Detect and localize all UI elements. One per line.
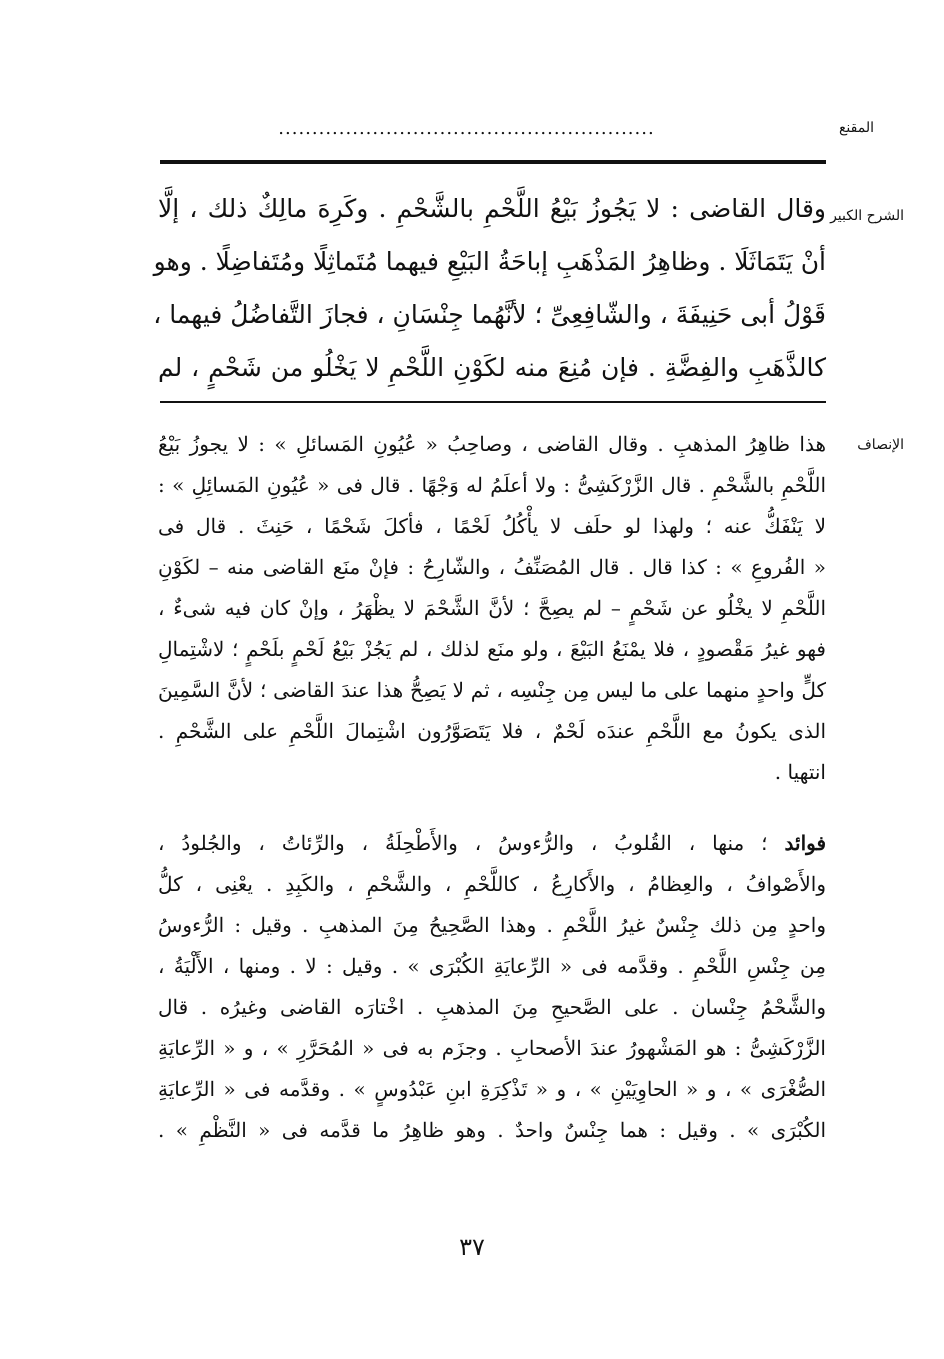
insaf-line: انتهيا .	[774, 760, 826, 784]
insaf-line: الذى يكونُ مع اللَّحْمِ عندَه لَحْمٌ ، فلا يَتَصَوَّرُون اشْتِمالَ اللَّحْمِ على الشَّحْمِ .	[158, 719, 826, 743]
insaf-line: اللَّحْمِ بالشَّحْمِ . قال الزَّرْكَشِىُّ : ولا أعلَمُ له وَجْهًا . قال فى « عُيُونِ المَسائِلِ » :	[158, 473, 826, 497]
insaf-line: كلٍّ واحدٍ منهما على ما ليس مِن جِنْسِه ، ثم لا يَصِحُّ هذا عندَ القاضى ؛ لأنَّ السَّمِينَ	[158, 678, 826, 702]
sharh-line: أنْ يَتَمَاثَلَا . وظاهِرُ المَذْهَبِ إباحَةُ البَيْعِ فيهما مُتَماثِلًا ومُتَفاضِلًا . وهو	[153, 247, 826, 276]
side-label-sharh: الشرح الكبير	[830, 208, 904, 224]
insaf-text-block	[158, 424, 826, 1151]
insaf-line: فهو غيرُ مَقْصودٍ ، فلا يمْنَعُ البَيْعَ ، ولو منَع لذلك ، لم يَجُزْ بَيْعُ لَحْمٍ بلَحْمٍ ؛ لاشْتِمالِ	[158, 637, 826, 661]
fawaid-heading: فوائد	[784, 831, 827, 855]
running-title: المقنع	[838, 120, 874, 136]
sharh-text-block	[153, 182, 826, 394]
sharh-line: كالذَّهَبِ والفِضَّةِ . فإن مُنِعَ منه لكَوْنِ اللَّحْمِ لا يَخْلُو من شَحْمٍ ، لم	[158, 353, 826, 382]
insaf-line: والشَّحْمُ جِنْسان . على الصَّحيحِ مِنَ المذهبِ . اخْتارَه القاضى وغيرُه . قال	[158, 995, 826, 1019]
insaf-line: الكُبْرَى » . وقيل : هما جِنْسٌ واحدٌ . وهو ظاهِرُ ما قدَّمه فى « النَّظْمِ » .	[158, 1118, 826, 1142]
page-number: ٣٧	[459, 1233, 485, 1261]
paragraph-gap	[158, 793, 826, 823]
running-head	[70, 118, 874, 148]
sharh-line: قَوْلُ أبى حَنِيفَةَ ، والشّافِعِىِّ ؛ لأنَّهُما جِنْسَانِ ، فجازَ التَّفاضُلُ فيهما ،	[153, 300, 826, 329]
insaf-line-rest: ؛ منها ، القُلوبُ ، والرُّءوسُ ، والأَطْحِلَةُ ، والرِّئاتُ ، والجُلودُ ،	[158, 831, 768, 855]
insaf-line: واحدٍ مِن ذلك جِنْسٌ غيرُ اللَّحْمِ . وهذا الصَّحِيحُ مِنَ المذهبِ . وقيل : الرُّءوسُ	[158, 913, 826, 937]
insaf-line: اللَّحْمِ لا يخْلُو عن شَحْمٍ – لم يصِحَّ ؛ لأنَّ الشَّحْمَ لا يظْهَرُ ، وإنْ كان فيه شىءٌ ،	[158, 596, 826, 620]
insaf-line: لا يَنْفَكُّ عنه ؛ ولهذا لو حلَف لا يأْكُلُ لَحْمًا ، فأكلَ شَحْمًا ، حَنِثَ . قال فى	[158, 514, 826, 538]
header-rule	[160, 160, 826, 164]
side-label-insaf: الإنصاف	[857, 437, 904, 453]
insaf-line: هذا ظاهِرُ المذهبِ . وقال القاضى ، وصاحِبُ « عُيُونِ المَسائلِ » : لا يجوزُ بَيْعُ	[158, 432, 826, 456]
insaf-line: والأَصْوافُ ، والعِظامُ ، والأَكارِعُ ، كاللَّحْمِ ، والشَّحْمِ ، والكَبِدِ . يعْنِى ، كلُّ	[158, 872, 826, 896]
leader-dots: ........................................................	[278, 118, 655, 139]
insaf-line: مِن جِنْسِ اللَّحْمِ . وقدَّمه فى « الرِّعايَةِ الكُبْرَى » . وقيل : لا . ومنها ، الأَلْيَةُ ،	[158, 954, 826, 978]
insaf-line: « الفُروعِ » : كذا قال . قال المُصَنِّفُ ، والشّارِحُ : فإنْ منَع القاضى منه – لكَوْنِ	[158, 555, 826, 579]
insaf-line: الزَّرْكَشِىُّ : هو المَشْهورُ عندَ الأصحابِ . وجزَم به فى « المُحَرَّرِ » ، و « الرِّعايَةِ	[158, 1036, 826, 1060]
sharh-line: وقال القاضى : لا يَجُوزُ بَيْعُ اللَّحْمِ بالشَّحْمِ . وكَرِهَ مالِكٌ ذلك ، إلَّا	[158, 194, 826, 223]
insaf-line: الصُّغْرَى » ، و « الحاوِيَيْنِ » ، و « تَذْكِرَةِ ابنِ عَبْدُوسٍ » . وقدَّمه فى « الرِّعايَةِ	[158, 1077, 826, 1101]
section-divider	[160, 401, 826, 403]
insaf-line-lead	[158, 823, 826, 864]
